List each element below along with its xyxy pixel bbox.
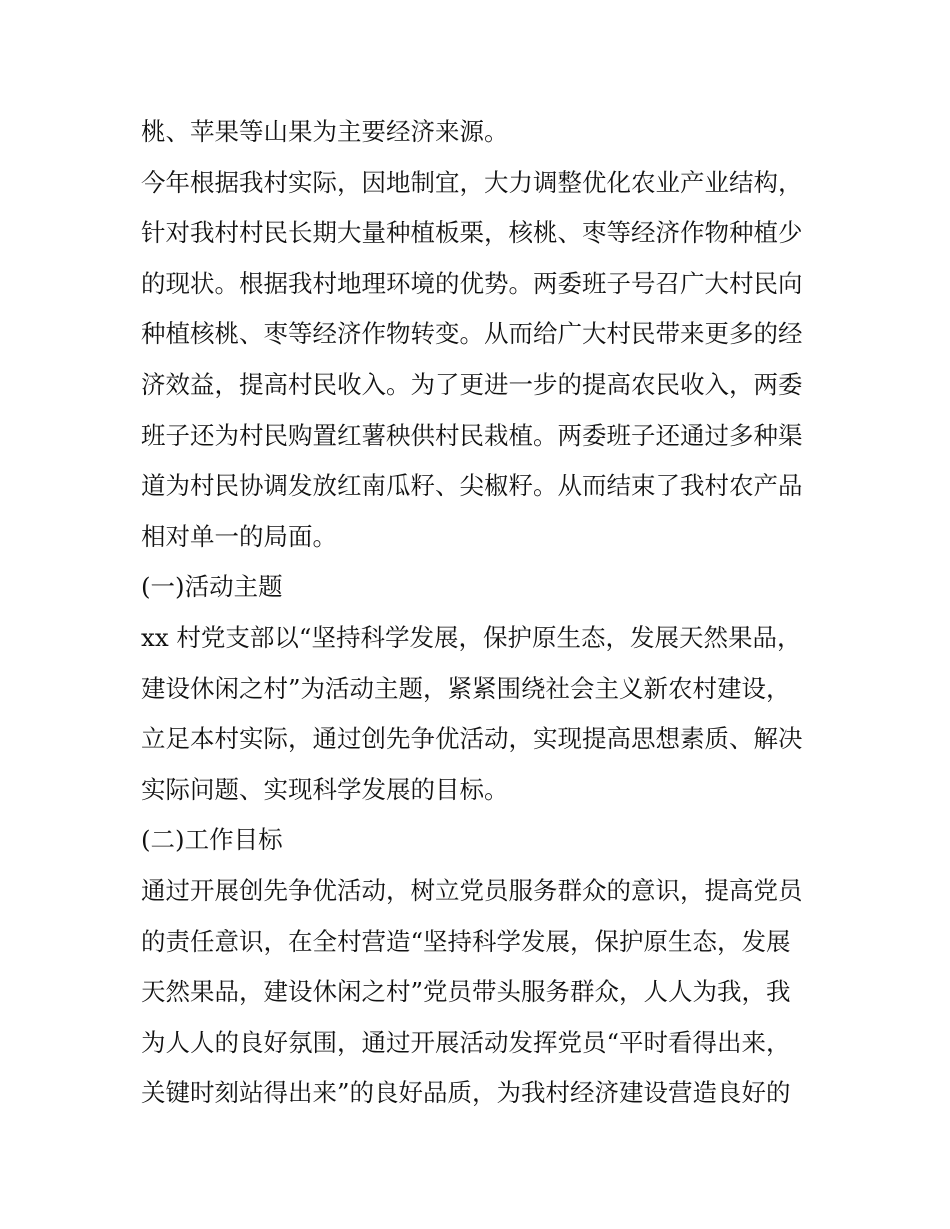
- body-line: 为人人的良好氛围，通过开展活动发挥党员“平时看得出来，: [141, 1027, 791, 1057]
- body-line: 立足本村实际，通过创先争优活动，实现提高思想素质、解决: [141, 724, 803, 754]
- body-line: 的责任意识，在全村营造“坚持科学发展，保护原生态，发展: [141, 926, 791, 956]
- section-heading-activity-theme: (一)活动主题: [141, 572, 283, 602]
- section-heading-work-goals: (二)工作目标: [141, 825, 283, 855]
- body-line: 通过开展创先争优活动，树立党员服务群众的意识，提高党员: [141, 875, 803, 905]
- body-line: 济效益，提高村民收入。为了更进一步的提高农民收入，两委: [141, 369, 803, 399]
- body-line: 今年根据我村实际，因地制宜，大力调整优化农业产业结构，: [141, 167, 803, 197]
- body-line: 建设休闲之村”为活动主题，紧紧围绕社会主义新农村建设，: [141, 673, 791, 703]
- body-line: 关键时刻站得出来”的良好品质，为我村经济建设营造良好的: [141, 1078, 791, 1108]
- body-line: 的现状。根据我村地理环境的优势。两委班子号召广大村民向: [141, 268, 803, 298]
- body-line: 道为村民协调发放红南瓜籽、尖椒籽。从而结束了我村农产品: [141, 471, 803, 501]
- body-line: 班子还为村民购置红薯秧供村民栽植。两委班子还通过多种渠: [141, 420, 803, 450]
- body-line: 针对我村村民长期大量种植板栗，核桃、枣等经济作物种植少: [141, 218, 803, 248]
- body-line: 相对单一的局面。: [141, 521, 337, 551]
- document-body: [141, 107, 821, 1119]
- body-line: 种植核桃、枣等经济作物转变。从而给广大村民带来更多的经: [141, 319, 803, 349]
- body-line: 天然果品，建设休闲之村”党员带头服务群众，人人为我，我: [141, 977, 791, 1007]
- body-line: 实际问题、实现科学发展的目标。: [141, 774, 509, 804]
- body-line: xx 村党支部以“坚持科学发展，保护原生态，发展天然果品，: [141, 622, 802, 652]
- body-line: 桃、苹果等山果为主要经济来源。: [141, 117, 509, 146]
